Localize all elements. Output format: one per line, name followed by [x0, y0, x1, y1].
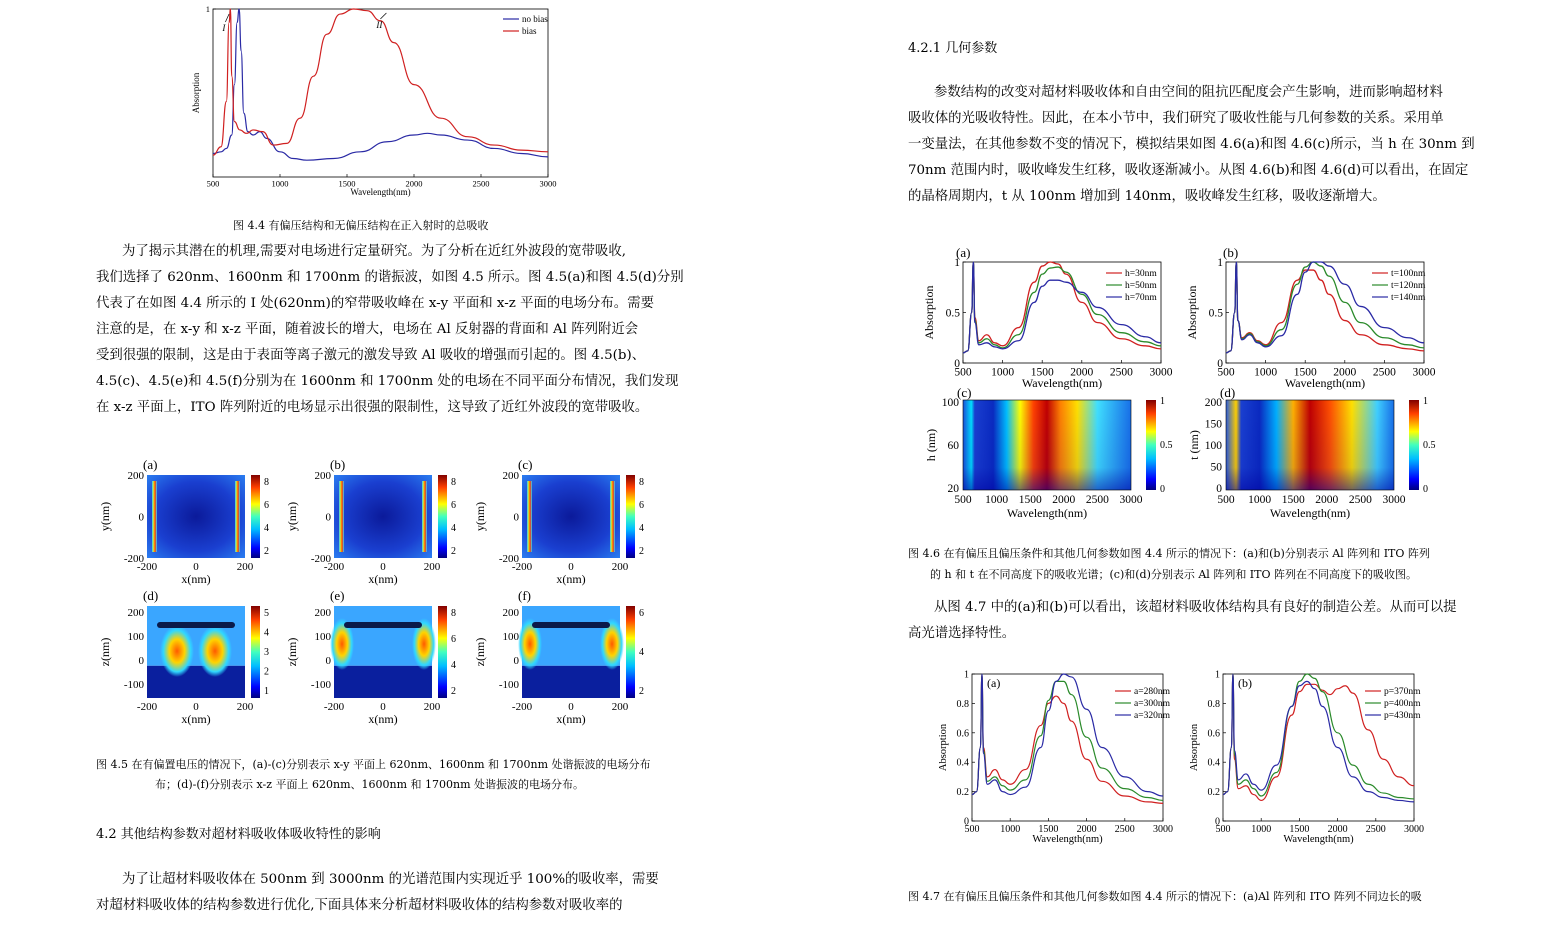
text-line: 参数结构的改变对超材料吸收体和自由空间的阻抗匹配度会产生影响，进而影响超材料: [934, 85, 1443, 100]
fig46-charts: [910, 240, 1450, 530]
x-tick-label: 0: [380, 561, 386, 573]
x-tick-label: 500: [1215, 824, 1231, 835]
y-tick-label: -100: [498, 679, 519, 691]
x-axis-label: x(nm): [181, 572, 211, 586]
colorbar-tick: 2: [451, 546, 456, 557]
x-axis-label: x(nm): [556, 712, 586, 726]
colorbar-tick: 0.5: [1423, 440, 1436, 451]
x-tick-label: 3000: [1404, 824, 1424, 835]
fig47-panel-b: [1189, 670, 1424, 846]
x-tick-label: 0: [193, 701, 199, 713]
x-tick-label: 2000: [1327, 824, 1348, 835]
colorbar-tick: 0.5: [1160, 440, 1173, 451]
y-tick-label: 100: [314, 631, 331, 643]
y-tick-label: 100: [502, 631, 519, 643]
section-heading-4-2: 4.2 其他结构参数对超材料吸收体吸收特性的影响: [96, 827, 381, 842]
x-tick-label: 200: [423, 561, 441, 573]
x-tick-label: 1500: [1038, 824, 1059, 835]
plot-frame: [213, 9, 548, 177]
x-tick-label: 2500: [1114, 824, 1135, 835]
colorbar-tick: 2: [639, 686, 644, 697]
y-axis-label: y(nm): [98, 501, 112, 532]
x-tick-label: -200: [511, 701, 533, 713]
y-tick-label: -200: [310, 553, 331, 565]
field-map-panel: [98, 588, 269, 726]
x-tick-label: 2500: [1365, 824, 1386, 835]
y-tick-label: 0.4: [1207, 757, 1220, 769]
colorbar-tick: 8: [264, 477, 269, 488]
x-axis-label: Wavelength(nm): [1283, 834, 1354, 845]
y-axis-label: Absorption: [922, 285, 936, 340]
hot-spot: [198, 625, 232, 677]
x-tick-label: 2500: [472, 178, 490, 189]
panel-label: (a): [143, 457, 158, 472]
panel-label: (d): [143, 588, 159, 603]
y-tick-label: 0: [1215, 816, 1220, 828]
text-line: 70nm 范围内时，吸收峰发生红移，吸收逐渐减小。从图 4.6(b)和图 4.6(d)可以看出，在固定: [908, 163, 1469, 178]
fig44-plot: [191, 4, 557, 197]
y-axis-label: z(nm): [285, 637, 299, 667]
colorbar-tick: 6: [639, 608, 644, 619]
x-tick-label: 1000: [985, 494, 1009, 506]
x-axis-label: Wavelength(nm): [1032, 834, 1103, 845]
x-tick-label: 1500: [1289, 824, 1310, 835]
x-axis-label: x(nm): [556, 572, 586, 586]
y-axis-label: t (nm): [1187, 430, 1201, 460]
colorbar-tick: 4: [264, 627, 269, 639]
y-tick-label: 0.8: [1207, 698, 1220, 710]
x-tick-label: 500: [954, 366, 972, 379]
hot-edge: [527, 481, 532, 552]
x-tick-label: 0: [568, 561, 574, 573]
colorbar: [438, 475, 447, 558]
fig45-caption-line1: 图 4.5 在有偏置电压的情况下，(a)-(c)分别表示 x-y 平面上 620nm、1600nm 和 1700nm 处谐振波的电场分布: [96, 758, 651, 771]
y-tick-label: 100: [127, 631, 144, 643]
y-tick-label: 1: [964, 669, 969, 681]
x-tick-label: 500: [206, 178, 220, 189]
legend-label: h=50nm: [1125, 281, 1157, 291]
y-tick-label: -100: [310, 679, 331, 691]
colorbar-tick: 0: [1160, 484, 1165, 495]
y-tick-label: 0.8: [956, 698, 969, 710]
heatmap-shade: [963, 400, 1131, 490]
colorbar-tick: 6: [451, 634, 456, 645]
x-tick-label: 0: [193, 561, 199, 573]
colorbar-tick: 4: [639, 647, 644, 658]
x-tick-label: 2000: [1052, 494, 1076, 506]
y-tick-label: 200: [502, 607, 519, 619]
legend-label: no bias: [522, 14, 548, 24]
x-tick-label: 3000: [1382, 494, 1406, 506]
y-tick-label: 20: [947, 483, 959, 495]
x-axis-label: Wavelength(nm): [1269, 506, 1351, 520]
legend-label: t=100nm: [1391, 269, 1426, 279]
y-tick-label: 0.2: [956, 787, 969, 799]
right-para2: [908, 595, 1457, 647]
colorbar: [626, 606, 635, 698]
y-tick-label: 150: [1204, 418, 1222, 431]
text-line: 在 x-z 平面上，ITO 阵列附近的电场显示出很强的限制性，这导致了近红外波段的宽带吸收。: [96, 400, 649, 415]
text-line: 的晶格周期内，t 从 100nm 增加到 140nm，吸收峰发生红移，吸收逐渐增大。: [908, 189, 1386, 204]
x-tick-label: 0: [568, 701, 574, 713]
x-tick-label: 1000: [1251, 824, 1272, 835]
x-tick-label: -200: [323, 701, 345, 713]
field-map-panel: [473, 588, 644, 726]
y-tick-label: 200: [502, 470, 519, 482]
annotation-II: II: [376, 20, 383, 30]
text-line: 从图 4.7 中的(a)和(b)可以看出，该超材料吸收体结构具有良好的制造公差。从而可以提: [934, 600, 1457, 615]
hot-spot: [160, 625, 194, 677]
colorbar: [1146, 400, 1156, 490]
text-line: 我们选择了 620nm、1600nm 和 1700nm 的谐振波，如图 4.5 所示。图 4.5(a)和图 4.5(d)分别: [96, 270, 684, 285]
colorbar: [438, 606, 447, 698]
x-tick-label: 1500: [1293, 366, 1317, 379]
y-tick-label: 1: [1217, 257, 1223, 270]
x-tick-label: 500: [954, 494, 972, 506]
x-tick-label: 3000: [539, 178, 557, 189]
colorbar-tick: 2: [451, 686, 456, 697]
legend-label: h=70nm: [1125, 293, 1157, 303]
colorbar-tick: 5: [264, 608, 269, 619]
text-line: 对超材料吸收体的结构参数进行优化,下面具体来分析超材料吸收体的结构参数对吸收率的: [96, 898, 623, 913]
fig45-caption-line2: 布；(d)-(f)分别表示 x-z 平面上 620nm、1600nm 和 1700nm 处谐振波的电场分布。: [155, 778, 585, 791]
fig44-caption: 图 4.4 有偏压结构和无偏压结构在正入射时的总吸收: [233, 219, 489, 232]
panel-label: (f): [518, 588, 531, 603]
text-line: 4.5(c)、4.5(e)和 4.5(f)分别为在 1600nm 和 1700nm 处的电场在不同平面分布情况，我们发现: [96, 374, 679, 389]
y-tick-label: 1: [1215, 669, 1220, 681]
fig45-panels: [98, 457, 644, 726]
legend-label: p=400nm: [1384, 699, 1421, 709]
colorbar-tick: 1: [264, 686, 269, 697]
annotation-arrow: [380, 13, 386, 19]
x-tick-label: -200: [136, 701, 158, 713]
x-tick-label: 200: [423, 701, 441, 713]
text-line: 注意的是，在 x-y 和 x-z 平面，随着波长的增大，电场在 Al 反射器的背面和 Al 阵列附近会: [96, 322, 639, 337]
fig46-caption-line2: 的 h 和 t 在不同高度下的吸收光谱；(c)和(d)分别表示 Al 阵列和 ITO 阵列在不同高度下的吸收图。: [930, 568, 1418, 581]
field-map: [522, 475, 620, 558]
y-tick-label: -200: [123, 553, 144, 565]
substrate: [522, 666, 620, 698]
heatmap-shade: [1226, 400, 1394, 490]
text-line: 受到很强的限制，这是由于表面等离子激元的激发导致 Al 吸收的增强而引起的。图 4.5(b)、: [96, 348, 646, 363]
y-tick-label: 0.6: [956, 728, 969, 740]
colorbar: [626, 475, 635, 558]
x-tick-label: 2500: [1348, 494, 1372, 506]
x-tick-label: 2000: [1070, 366, 1094, 379]
colorbar-tick: 2: [264, 546, 269, 557]
panel-label: (a): [987, 676, 1001, 690]
x-tick-label: 3000: [1119, 494, 1143, 506]
x-tick-label: 1500: [1030, 366, 1054, 379]
colorbar-tick: 3: [264, 647, 269, 658]
x-axis-label: Wavelength(nm): [1284, 376, 1366, 391]
colorbar-tick: 8: [639, 477, 644, 488]
fig46-panel-b: [1185, 245, 1436, 390]
y-tick-label: 200: [127, 470, 144, 482]
y-axis-label: z(nm): [473, 637, 487, 667]
subsection-heading-4-2-1: 4.2.1 几何参数: [908, 41, 998, 56]
x-axis-label: x(nm): [181, 712, 211, 726]
left-para1: [96, 239, 684, 421]
panel-label: (e): [330, 588, 345, 603]
x-tick-label: 200: [236, 701, 254, 713]
y-tick-label: 200: [1204, 397, 1222, 409]
fig47-panels: [938, 670, 1424, 846]
field-map-panel: [98, 457, 269, 586]
fig47-caption: 图 4.7 在有偏压且偏压条件和其他几何参数如图 4.4 所示的情况下：(a)Al 阵列和 ITO 阵列不同边长的吸: [908, 890, 1422, 903]
x-tick-label: 500: [964, 824, 980, 835]
legend-label: a=300nm: [1134, 699, 1170, 709]
colorbar-tick: 2: [264, 666, 269, 678]
colorbar-tick: 1: [1160, 396, 1165, 407]
y-axis-label: y(nm): [473, 501, 487, 532]
text-line: 高光谱选择特性。: [908, 626, 1016, 641]
y-tick-label: 200: [314, 607, 331, 619]
text-line: 吸收体的光吸收特性。因此，在本小节中，我们研究了吸收性能与几何参数的关系。采用单: [908, 111, 1444, 126]
x-tick-label: 1500: [338, 178, 356, 189]
field-map: [147, 475, 245, 558]
annotation-arrow: [225, 14, 229, 22]
y-tick-label: 1: [954, 257, 960, 270]
x-tick-label: 200: [611, 561, 629, 573]
x-tick-label: 3000: [1153, 824, 1173, 835]
y-axis-label: y(nm): [285, 501, 299, 532]
field-map-panel: [473, 457, 644, 586]
hot-edge: [610, 481, 615, 552]
x-axis-label: Wavelength(nm): [350, 186, 411, 197]
x-tick-label: 1000: [271, 178, 289, 189]
text-line: 一变量法，在其他参数不变的情况下，模拟结果如图 4.6(a)和图 4.6(c)所示，当 h 在 30nm 到: [908, 137, 1475, 152]
y-tick-label: 0.6: [1207, 728, 1220, 740]
substrate: [334, 666, 432, 698]
x-axis-label: x(nm): [368, 572, 398, 586]
y-tick-label: 0.4: [956, 757, 969, 769]
panel-label: (c): [957, 385, 972, 400]
annotation-I: I: [222, 23, 226, 33]
panel-label: (a): [956, 245, 971, 260]
colorbar-tick: 1: [1423, 396, 1428, 407]
y-tick-label: 0: [513, 511, 519, 524]
x-axis-label: x(nm): [368, 712, 398, 726]
fig46-panel-a: [922, 245, 1173, 390]
al-array: [532, 622, 610, 628]
fig45-field-maps: [92, 448, 662, 738]
x-tick-label: -200: [136, 561, 158, 573]
y-axis-label: z(nm): [98, 637, 112, 667]
legend-label: h=30nm: [1125, 269, 1157, 279]
panel-label: (c): [518, 457, 533, 472]
x-tick-label: 0: [380, 701, 386, 713]
x-tick-label: 1500: [1018, 494, 1042, 506]
substrate: [147, 666, 245, 698]
x-tick-label: 1000: [1000, 824, 1021, 835]
y-axis-label: Absorption: [1189, 723, 1200, 772]
y-tick-label: 0.5: [945, 307, 960, 320]
y-tick-label: 0.2: [1207, 787, 1220, 799]
x-tick-label: 2500: [1109, 366, 1133, 379]
hot-edge: [339, 481, 344, 552]
y-axis-label: Absorption: [1185, 285, 1199, 340]
colorbar: [1409, 400, 1419, 490]
y-tick-label: 1: [205, 3, 210, 14]
y-tick-label: 0: [1217, 358, 1223, 371]
colorbar-tick: 8: [451, 477, 456, 488]
x-tick-label: -200: [511, 561, 533, 573]
fig46-heatmap: [924, 385, 1173, 520]
hot-edge: [235, 481, 240, 552]
x-tick-label: 1000: [991, 366, 1015, 379]
y-tick-label: 0: [325, 511, 331, 524]
y-tick-label: 0: [325, 655, 331, 667]
x-tick-label: 3000: [1149, 366, 1173, 379]
x-tick-label: 2000: [1333, 366, 1357, 379]
x-tick-label: 2000: [1315, 494, 1339, 506]
field-map-panel: [285, 457, 456, 586]
fig46-panels: [922, 245, 1436, 520]
legend-label: a=320nm: [1134, 711, 1170, 721]
colorbar-tick: 4: [264, 523, 269, 534]
left-para2: [96, 867, 659, 919]
panel-label: (d): [1220, 385, 1236, 400]
colorbar: [251, 475, 260, 558]
text-line: 代表了在如图 4.4 所示的 I 处(620nm)的窄带吸收峰在 x-y 平面和 x-z 平面的电场分布。需要: [96, 296, 654, 311]
legend-label: a=280nm: [1134, 687, 1170, 697]
x-tick-label: 500: [1217, 366, 1235, 379]
x-tick-label: 2000: [405, 178, 423, 189]
hot-edge: [422, 481, 427, 552]
colorbar-tick: 6: [451, 500, 456, 511]
colorbar-tick: 0: [1423, 484, 1428, 495]
x-tick-label: 1500: [1281, 494, 1305, 506]
x-tick-label: -200: [323, 561, 345, 573]
y-tick-label: 100: [1204, 440, 1222, 452]
x-tick-label: 2500: [1372, 366, 1396, 379]
y-tick-label: 50: [1210, 461, 1222, 474]
y-tick-label: 0: [964, 816, 969, 828]
y-tick-label: 0: [138, 511, 144, 524]
fig46-heatmap: [1187, 385, 1436, 520]
series-line: [213, 9, 548, 160]
y-tick-label: 100: [941, 397, 959, 409]
right-para1: [908, 80, 1475, 210]
colorbar-tick: 4: [451, 660, 456, 671]
legend-label: p=370nm: [1384, 687, 1421, 697]
legend-label: t=140nm: [1391, 293, 1426, 303]
colorbar-tick: 4: [451, 523, 456, 534]
panel-label: (b): [330, 457, 346, 472]
field-map-panel: [285, 588, 456, 726]
fig46-caption-line1: 图 4.6 在有偏压且偏压条件和其他几何参数如图 4.4 所示的情况下：(a)和(b)分别表示 Al 阵列和 ITO 阵列: [908, 547, 1430, 560]
colorbar: [251, 606, 260, 698]
colorbar-tick: 8: [451, 608, 456, 619]
y-axis-label: Absorption: [191, 72, 201, 114]
legend-label: t=120nm: [1391, 281, 1426, 291]
text-line: 为了让超材料吸收体在 500nm 到 3000nm 的光谱范围内实现近乎 100%的吸收率，需要: [122, 872, 659, 887]
colorbar-tick: 6: [639, 500, 644, 511]
y-tick-label: 0: [1216, 483, 1222, 495]
y-tick-label: 0: [954, 358, 960, 371]
legend-label: bias: [522, 26, 537, 36]
al-array: [157, 622, 235, 628]
fig44-chart: [185, 4, 560, 204]
y-tick-label: 0: [513, 655, 519, 667]
y-tick-label: 60: [947, 440, 959, 452]
hot-edge: [152, 481, 157, 552]
y-tick-label: 0.5: [1208, 307, 1223, 320]
y-tick-label: 200: [127, 607, 144, 619]
panel-label: (b): [1223, 245, 1239, 260]
al-array: [344, 622, 422, 628]
legend-label: p=430nm: [1384, 711, 1421, 721]
x-tick-label: 200: [236, 561, 254, 573]
panel-label: (b): [1238, 676, 1252, 690]
series-line: [213, 9, 548, 155]
colorbar-tick: 4: [639, 523, 644, 534]
x-tick-label: 1000: [1254, 366, 1278, 379]
colorbar-tick: 2: [639, 546, 644, 557]
x-tick-label: 2500: [1085, 494, 1109, 506]
x-tick-label: 200: [611, 701, 629, 713]
x-tick-label: 3000: [1412, 366, 1436, 379]
y-tick-label: -100: [123, 679, 144, 691]
y-axis-label: Absorption: [938, 723, 949, 772]
colorbar-tick: 6: [264, 500, 269, 511]
y-tick-label: 0: [138, 655, 144, 667]
y-tick-label: 200: [314, 470, 331, 482]
x-tick-label: 1000: [1248, 494, 1272, 506]
x-axis-label: Wavelength(nm): [1006, 506, 1088, 520]
x-tick-label: 500: [1217, 494, 1235, 506]
fig47-panel-a: [938, 670, 1173, 846]
text-line: 为了揭示其潜在的机理,需要对电场进行定量研究。为了分析在近红外波段的宽带吸收,: [122, 244, 626, 259]
fig47-charts: [940, 665, 1430, 875]
y-tick-label: -200: [498, 553, 519, 565]
x-axis-label: Wavelength(nm): [1021, 376, 1103, 391]
x-tick-label: 2000: [1076, 824, 1097, 835]
y-axis-label: h (nm): [924, 428, 938, 462]
field-map: [334, 475, 432, 558]
